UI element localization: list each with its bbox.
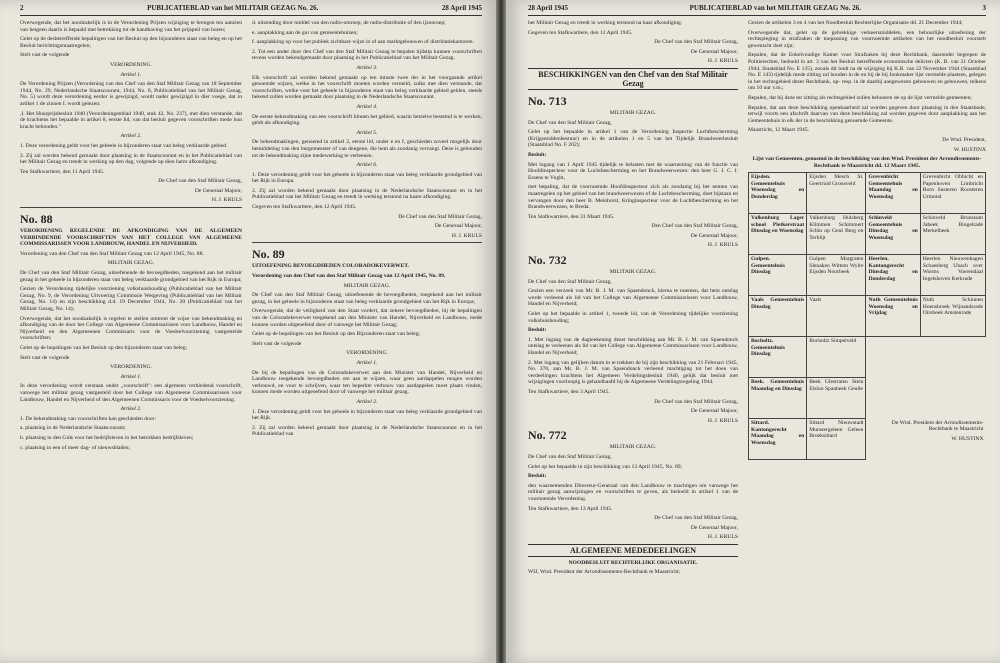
right-column-1 — [528, 20, 738, 657]
paragraph: De bekendmakingen, genoemd in artikel 2, eerste lid, onder e en f, geschieden zoveel mogelijk door bemiddeling van den burgemeester of van dengene, die hem als zoodanig vervangt. Deze is gehouden tot de bekendmaking zijne medewerking te verleenen. — [252, 139, 482, 159]
ordinance-number: No. 88 — [20, 212, 53, 227]
signature-line: De Generaal Majoor, — [690, 48, 738, 55]
left-header-title: PUBLICATIEBLAD van het MILITAIR GEZAG No. 26. — [147, 4, 319, 12]
table-row — [749, 296, 986, 337]
decision-number: No. 772 — [528, 428, 567, 443]
divider — [20, 207, 242, 208]
ordinance-title: UITOEFENING BEVOEGDHEDEN COLORADOKEVERWET. — [252, 263, 409, 270]
table-row — [749, 173, 986, 214]
paragraph: De eerste bekendmaking van een voorschrift binnen het gebied, waarin hetzelve bestemd is te werken, geldt als afkondiging. — [252, 113, 482, 127]
paragraph: In deze verordening wordt verstaan onder „voorschrift": een algemeen verbindend voorschrift, vanwege het militair gezag vastgesteld door het College van Algemeene Commissarissen voor Landbouw, Handel en Nijverheid of den Algemeenen Commissaris voor de Voedselvoorziening. — [20, 383, 242, 403]
paragraph: b. plaatsing in den Gids voor het bedrijfsleven in het betrokken bedrijfsleven; — [20, 434, 194, 441]
left-column-1 — [20, 20, 242, 657]
paragraph: Overwegende, dat de veiligheid van den Staat vordert, dat zekere bevoegdheden, bij de bepalingen van de Coloradokeverwet toegekend aan den Minister van Handel, Nijverheid en Landbouw, mede kunnen worden uitgeoefend door of vanwege het Militair Gezag; — [252, 308, 482, 328]
paragraph: Stelt vast de volgende — [252, 340, 302, 347]
table-cell: Beek Ulestraten Stein Elsloo Spaubeek Geulle — [807, 378, 866, 419]
table-cell — [866, 378, 920, 419]
article-heading: Artikel 1. — [120, 373, 142, 380]
ordinance-number: No. 89 — [252, 247, 285, 262]
table-cell: Heerlen Nieuwenhagen Schaesberg Ubach over Worms Voerendaal Ingelshoven Kerkrade — [920, 255, 985, 296]
paragraph: Gezien een verzoek van Mr. B. J. M. van Spaendonck, hierna te noemen, dat hem ontslag werde verleend als lid van het College van Algemeene Commissarissen voor Landbouw, Handel en Nijverheid; — [528, 288, 738, 308]
signature-line: De Generaal Majoor, — [434, 223, 482, 230]
left-running-header — [20, 4, 482, 16]
heading: NOODBESLUIT RECHTERLIJKE ORGANISATIE. — [568, 559, 698, 566]
paragraph: Besluit: — [528, 327, 547, 334]
decision-number: No. 713 — [528, 93, 567, 108]
paragraph: Besluit: — [528, 473, 547, 480]
article-heading: Artikel 2. — [356, 398, 378, 405]
signature-line: De Wnd. President, — [942, 136, 986, 143]
table-cell: Bocholtz. Gemeentehuis Dinsdag — [749, 337, 807, 378]
table-cell: Nuth Gemeentehuis Woensdag en Vrijdag — [866, 296, 920, 337]
paragraph: 1. De bekendmaking van voorschriften kan geschieden door: — [20, 415, 157, 422]
paragraph: 1. Deze verordening geldt voor het geheele in bijzonderen staat van beleg verklaarde grondgebied van het Rijk. — [252, 408, 482, 422]
paragraph: WIJ, Wnd. President der Arrondissements-Rechtbank te Maastricht; — [528, 569, 681, 576]
book-gutter — [496, 0, 506, 663]
closing-signature — [866, 419, 986, 460]
paragraph: het Militair Gezag en treedt in werking terstond na haar afkondiging. — [528, 20, 683, 26]
paragraph: Bepalen, dat de Enkelvoudige Kamer voor Strafzaken bij deze Rechtbank, daaronder begrepen de Politierechter, bedoeld in art. 3 van het Besluit betreffende economische delicten (K. B. van 31 October 1944, Staatsblad No. E 135), zooals dit luidt na de wijziging bij K.B. van 22 November 1944 (Staatsblad No. E 143) tijdelijk mede zitting zal houden in de en bij de bij Jonkmaker lijst vermelde plaatsen, gelegen in het rechtsgebied dezer Rechtbank, op- resp. in de daarbij aangewezen gebouwen en gebouwen, telkens om 10 uur v.m.; — [748, 52, 986, 92]
table-cell: Heerlen. Kantongerecht Dinsdag en Donderdag — [866, 255, 920, 296]
signature-line: De Chef van den Staf Militair Gezag, — [654, 398, 738, 405]
signature-line: De Chef van den Staf Militair Gezag, — [654, 515, 738, 522]
table-cell: Eijsden. Gemeentehuis Woensdag en Donderdag — [749, 173, 807, 214]
table-cell: Sittard Nieuwstadt Munstergeleen Geleen Broeksittard — [807, 419, 866, 460]
left-column-2 — [252, 20, 482, 657]
article-heading: Artikel 4. — [356, 103, 378, 110]
right-column-2 — [748, 20, 986, 657]
paragraph: De Chef van den Staf Militair Gezag, uitoefenende de bevoegdheden, toegekend aan het militair gezag, in het geheele in bijzonderen staat van beleg verklaarde grondgebied van het Rijk in Europa; — [252, 292, 482, 305]
list-title: Lijst van Gemeenten, genoemd in de beschikking van den Wnd. President der Arrondissements-Rechtbank te Maastricht dd. 12 Maart 1945. — [752, 156, 982, 169]
signature-line: De Wnd. President der Arrondissements-Rechtbank te Maastricht — [891, 419, 984, 433]
paragraph: De Chef van den Staf Militair Gezag, — [528, 453, 612, 460]
article-heading: Artikel 3. — [356, 64, 378, 71]
paragraph: Gelet op het bepaalde in artikel 1, tweede lid, van de Verordening tijdelijke voorziening volkshuishouding; — [528, 311, 738, 324]
article-heading: Artikel 1. — [356, 359, 378, 366]
table-cell: Beek. Gemeentehuis Maandag en Dinsdag — [749, 378, 807, 419]
table-cell: Schinveld Brunssum Jabeek Bingelrade Merkelbeek — [920, 214, 985, 255]
paragraph: Ten Stafkwartiere, den 13 April 1945. — [528, 505, 613, 512]
paragraph: 2. Met ingang van gelijken datum in te trekken de bij zijn beschikking van 21 Februari 1945, No. 370, aan Mr. B. J. M. van Spaendonck verleend machtiging tot het doen van verdeelingen krachtens het Algemeen Verdelingsbesluit 1940, gelijk dat besluit met wijzigingen voorloopig is gehandhaafd bij de Algemeene Verdelingsregeling 1944. — [528, 359, 738, 386]
paragraph: 2. Tot een ander door den Chef van den Staf Militair Gezag te bepalen tijdstip kunnen voorschriften tevens worden bekendgemaakt door plaatsing in het Publicatieblad van het Militair Gezag. — [252, 48, 482, 62]
right-running-header — [528, 4, 986, 16]
table-cell: Valkenburg Hulsberg Klimmen Schimmert Schin op Geul Berg en Terblijt — [807, 214, 866, 255]
paragraph: Gelet op de bepalingen van het Besluit op den bijzonderen staat van beleg; — [20, 344, 188, 351]
table-cell — [920, 378, 985, 419]
signature-name: W. HUSTINX — [951, 435, 984, 442]
paragraph: Gelet op de bepalingen van het Besluit op den Bijzonderen staat van beleg; — [252, 331, 421, 338]
table-cell: Valkenburg Lager school Pletkerstraat Dinsdag en Woensdag — [749, 214, 807, 255]
paragraph: Met ingang van 1 April 1945 tijdelijk te belasten met de waarneming van de functie van Hoofdinspecteur voor de Luchtbescherming en het Brandweerwezen: den heer G. J. C. J. Essens te Vught, — [528, 161, 738, 181]
signature-line: De Generaal Majoor, — [194, 187, 242, 194]
article-heading: Artikel 2. — [120, 133, 142, 140]
paragraph: 1. Deze verordening geldt voor het gebeele in bijzonderen staat van beleg verklaarde gebied. — [20, 142, 228, 149]
paragraph: den waarnemenden Directeur-Generaal van den Landbouw te machtigen om vanwege het militair gezag aanwijzingen en voorschriften te geven, als bedoeld in artikel 1 van de voornoemde Verordening. — [528, 482, 738, 502]
heading: MILITAIR GEZAG. — [609, 444, 657, 451]
signature-line: Den Chef van den Staf Militair Gezag, — [651, 223, 738, 230]
signature-name: H. J. KRULS — [451, 232, 482, 239]
table-row — [749, 419, 986, 460]
table-cell: Vaals — [807, 296, 866, 337]
table-cell: Grevenbicht Gemeentehuis Maandag en Woensdag — [866, 173, 920, 214]
article-heading: Artikel 5. — [356, 129, 378, 136]
table-cell — [920, 337, 985, 378]
right-header-date: 28 April 1945 — [528, 4, 569, 12]
paragraph: Gezien de artikelen 3 en 4 van het Noodbesluit Rechterlijke Organisatie dd. 21 December 1944; — [748, 20, 963, 26]
paragraph: a. plaatsing in de Nederlandsche Staatscourant; — [20, 425, 126, 432]
paragraph: Bepalen, dat aan deze beschikking openbaarheid zal worden gegeven door plaatsing in den Staatsbode, terwijl voorts een afschrift daarvan van deze beschikking zal worden gegeven door aanplakking aan het Gemeentehuis in elk der in de beschikking genoemde Gemeente. — [748, 104, 986, 124]
paragraph: Gegeven ten Stafkwartiere, den 12 April 1945. — [252, 204, 357, 211]
table-cell: Gulpen. Gemeentehuis Dinsdag — [749, 255, 807, 296]
heading: VERORDENING. — [110, 364, 152, 371]
signature-name: H. J. KRULS — [707, 242, 738, 249]
section-heading: ALGEMEENE MEDEDEELINGEN — [528, 544, 738, 557]
paragraph: 2. Zij zal worden bekend gemaakt door plaatsing in de Staatscourant en in het Publicatieblad van het Militair Gezag en treedt in werking op den dag, volgende op dien harer afkondiging. — [20, 152, 242, 166]
table-row — [749, 255, 986, 296]
paragraph: Stelt vast de volgende — [20, 52, 70, 59]
signature-name: W. HUSTINX — [953, 146, 986, 153]
table-cell: Vaals Gemeentehuis Dinsdag — [749, 296, 807, 337]
paragraph: De Chef van den Staf Militair Gezag, — [528, 278, 612, 285]
table-row — [749, 337, 986, 378]
paragraph: Maastricht, 12 Maart 1945. — [748, 127, 810, 134]
paragraph: f. aanplakking op voor het publiek zichtbare wijze in of aan marktgebouwen of distributiekantoren. — [252, 39, 474, 46]
paragraph: Gezien de Verordening tijdelijke voorziening volkshuishouding (Publicatieblad van het Militair Gezag, No. 9, de Verordening Uitvoering Commissie Wetgeving (Publicatieblad van het Militair Gezag, No. 14) en zijn beschikking d.d. 19 December 1944, No. 20 (Publicatieblad van het Militair Gezag, No. 14); — [20, 286, 242, 312]
divider — [252, 242, 482, 243]
table-cell: Grevenbicht Obbicht en Papenhoven Limbricht Born Susteren Roosteren Urmond — [920, 173, 985, 214]
paragraph: met bepaling, dat de voornoemde Hoofdinspecteur zich als zoodanig bij het nemen van maatregelen op het gebied van het brandweerwezen of de Luchtbescherming, doet bijstaan en vervangen door den heer B. Meinhorst, Kringinspecteur voor de Luchtbescherming en het Brandweerwezen, te Breda. — [528, 184, 738, 211]
signature-line: De Chef van den Staf Militair Gezag, — [398, 213, 482, 220]
left-page — [0, 0, 496, 663]
signature-name: H. J. KRULS — [707, 417, 738, 424]
right-page-number: 3 — [982, 4, 986, 12]
signature-line: De Generaal Majoor, — [690, 524, 738, 531]
paragraph: Ten Stafkwartiere, den 3 April 1945. — [528, 388, 610, 395]
municipality-table — [748, 172, 986, 460]
paragraph: De Verordening Prijzen (Verordening van den Chef van den Staf Militair Gezag van 18 September 1944, No. 29, Nederlandsche Staatscourant, 1944, No. 8, Publicatieblad van het Militair Gezag, No. 5) wordt deze verordening eerder is gewijzigd, wordt nader gewijzigd in dier voege, dat in artikel 1 de zinnen I. wordt gelezen: — [20, 81, 242, 107]
paragraph: Besluit: — [528, 151, 547, 158]
table-cell: Eijsden Mesch St. Geertruid Gronsveld — [807, 173, 866, 214]
paragraph: Overwegende, dat het noodzakelijk is in de Verordening Prijzen wijziging te brengen ten aanzien van hetgeen daarin is bepaald met betrekking tot de handhaving van het prijspeil van huren; — [20, 20, 242, 33]
paragraph: Verordening van den Chef van den Staf Militair Gezag van 12 April 1945, No. 88. — [20, 250, 204, 257]
heading: MILITAIR GEZAG. — [343, 282, 391, 289]
table-cell: Nuth Schinnen Hoensbroek Wijnandsrade Oirsbeek Amstenrade — [920, 296, 985, 337]
signature-line: De Generaal Majoor, — [690, 408, 738, 415]
decision-number: No. 732 — [528, 253, 567, 268]
table-row — [749, 214, 986, 255]
signature-line: De Chef van den Staf Militair Gezag, — [158, 178, 242, 185]
paragraph: Stelt vast de volgende — [20, 354, 70, 361]
paragraph: De Chef van den Staf Militair Gezag, uitoefenende de bevoegdheden, toegekend aan het militair gezag in het geheele in bijzonderen staat van beleg verklaarde grondgebied van het Rijk in Europa; — [20, 270, 242, 283]
article-heading: Artikel 1. — [120, 71, 142, 78]
table-row — [749, 378, 986, 419]
heading: MILITAIR GEZAG. — [609, 109, 657, 116]
right-page — [506, 0, 1000, 663]
paragraph: d. uitzending door middel van den radio-omroep, de radio-distributie of den ijzonroep; — [252, 20, 446, 26]
signature-line: De Generaal Majoor, — [690, 232, 738, 239]
paragraph: Bepalen, dat bij deze ter zitting als rechtsgebied zullen behooren de op de lijst vermelde gemeenten; — [748, 94, 972, 101]
paragraph: Overwegende, dat het noodzakelijk is regelen te stellen omtrent de wijze van bekendmaking en afkondiging van de door het College van Algemeene Commissarissen voor Landbouw, Handel en Nijverheid en den Algemeenen Commissaris voor de Voedselvoorziening vastgestelde voorschriften; — [20, 315, 242, 342]
paragraph: e. aanplakking aan de gui van gemeentehuizen; — [252, 29, 358, 36]
paragraph: Overwegende dat, gelet op de gebrekkige verkeersmiddelen, een behoorlijke uitoefening der rechtspleging in strafzaken de toepassing van voornoemde artikelen van het noodbesluit voorstelt gewenscht doet zijn; — [748, 29, 986, 49]
signature-line: De Chef van den Staf Militair Gezag, — [654, 39, 738, 46]
table-cell: Sittard. Kantongerecht Maandag en Woensdag — [749, 419, 807, 460]
paragraph: Ten Stafkwartiere, den 11 April 1945. — [20, 168, 105, 175]
paragraph: De Chef van den Staf Militair Gezag, — [528, 119, 612, 126]
left-header-date: 28 April 1945 — [441, 4, 482, 12]
paragraph: ,I. Het Huurprijsbesluit 1940 (Verordeningenblad 1940, stuk 42, No. 237), met dien verstande, dat de krachtens het bepaalde in artikel 8, eerste lid, van dat besluit gegeven voorschriften mede hun kracht behouden." — [20, 110, 242, 130]
paragraph: Gelet op het bepaalde in artikel 1 van de Verordening Inspectie Luchtbescherming (Krijgsmiddenbestuur) en in de artikelen 1 en 5 van het Tijdelijk Brandweerbesluit (Staatsblad No. F 202); — [528, 129, 738, 149]
table-cell: Bocholtz Simpelveld — [807, 337, 866, 378]
paragraph: Gelet op de desbetreffende bepalingen van het Besluit op den bijzonderen staat van beleg en op het Besluit berichtingsmaatregelen; — [20, 36, 242, 49]
article-heading: Artikel 2. — [120, 406, 142, 413]
paragraph: Ten Stafkwartiere, den 31 Maart 1945. — [528, 213, 615, 220]
table-cell: Schinveld Gemeentehuis Dinsdag en Woensdag — [866, 214, 920, 255]
paragraph: De bij de bepalingen van de Coloradokeverwet aan den Minister van Handel, Nijverheid en Landbouw toegekende bevoegdheden om aan te wijzen, waar geen aardappelen mogen worden verbouwd, en voor te schrijven, waar ten beperkte verbouw van aardappelen moet plaats vinden, kunnen mede worden uitgeoefend door of vanwege het militair gezag. — [252, 369, 482, 396]
paragraph: 1. Met ingang van de dagteekening dezer beschikking aan Mr. B. J. M. van Spaendonck ontslag te verleenen als lid van het College van Algemeene Commissarissen voor Landbouw, Handel en Nijverheid; — [528, 336, 738, 356]
ordinance-title: VERORDENING REGELENDE DE AFKONDIGING VAN DE ALGEMEEN VERBINDENDE VOORSCHRIFTEN VAN HET COLLEGE VAN ALGEMEENE COMMISSARISSEN VOOR LANDBOUW, HANDEL EN NIJVERHEID. — [20, 228, 242, 248]
left-page-number: 2 — [20, 4, 24, 12]
signature-name: H. J. KRULS — [707, 58, 738, 65]
signature-name: H. J. KRULS — [707, 534, 738, 541]
heading: MILITAIR GEZAG. — [609, 269, 657, 276]
heading: VERORDENING. — [346, 350, 388, 357]
paragraph: c. plaatsing in een of meer dag- of nieuwsbladen; — [20, 444, 131, 451]
paragraph: 1. Deze verordening geldt voor het geheele in bijzonderen staat van beleg verklaarde grondgebied van het Rijk in Europa. — [252, 171, 482, 185]
paragraph: Gelet op het bepaalde in zijn beschikking van 13 April 1945, No. 89; — [528, 463, 683, 470]
heading: MILITAIR GEZAG. — [107, 260, 155, 267]
paragraph: Elk voorschrift zal worden bekend gemaakt op ten minste twee der in het voorgaande artikel genoemde wijzen, welke in het voorschrift moeten worden vermeld, zulks met dien verstande, dat voorschriften, welke voor het geheele in bijzonderen staat van beleg verklaarde gebied gelden, steeds bekend zullen worden gemaakt door plaatsing in de Nederlandsche Staatscourant. — [252, 74, 482, 101]
heading: VERORDENING. — [110, 61, 152, 68]
paragraph: Verordening van den Chef van den Staf Militair Gezag van 12 April 1945, No. 89. — [252, 273, 446, 280]
right-header-title: PUBLICATIEBLAD van het MILITAIR GEZAG No. 26. — [689, 4, 861, 12]
paragraph: Gegeven ten Stafkwartiere, den 12 April 1945. — [528, 29, 633, 36]
table-cell: Gulpen Margraten Slenaken Wittem Wylre Eijsden Noorbeek — [807, 255, 866, 296]
table-cell — [866, 337, 920, 378]
paragraph: 2. Zij zal worden bekend gemaakt door plaatsing in de Nederlandsche Staatscourant en in het Publicatieblad van het Militair Gezag en treedt in werking terstond na haare afkondiging. — [252, 187, 482, 201]
section-heading: BESCHIKKINGEN van den Chef van den Staf Militair Gezag — [528, 68, 738, 90]
signature-name: H. J. KRULS — [211, 197, 242, 204]
paragraph: 2. Zij zal worden bekend gemaakt door plaatsing in de Nederlandsche Staatscourant en in het Publicatieblad van — [252, 424, 482, 438]
article-heading: Artikel 6. — [356, 162, 378, 169]
